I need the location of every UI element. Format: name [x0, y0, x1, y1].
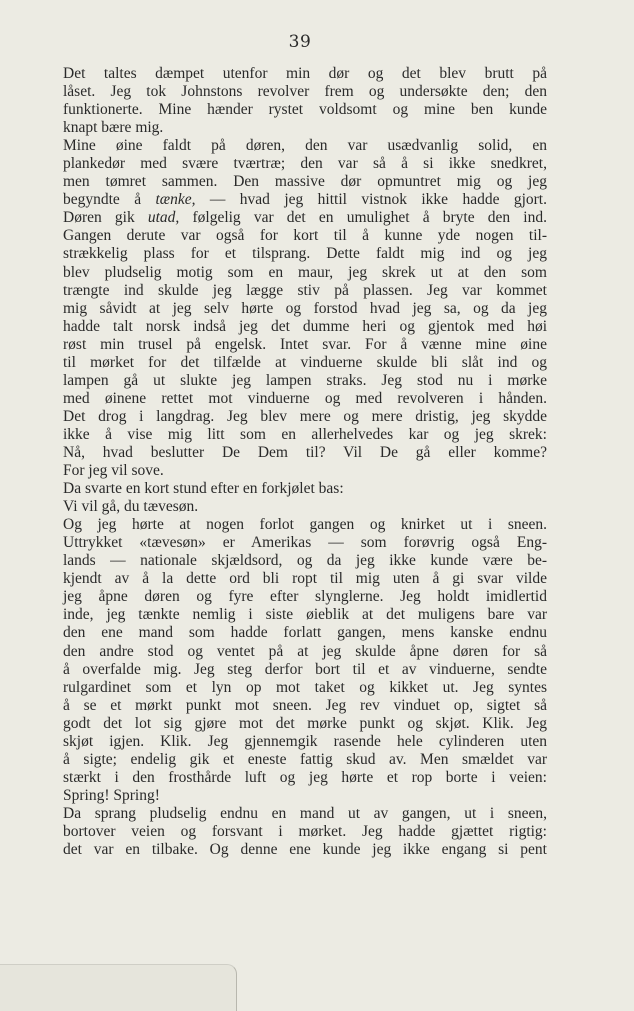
text-line: skjøt igjen. Klik. Jeg gjennemgik rasende hele cylinderen uten [63, 732, 547, 750]
body-text [63, 65, 547, 859]
text-line: men tømret sammen. Den massive dør opmuntret mig og jeg [63, 173, 547, 191]
text-line: Mine øine faldt på døren, den var usædvanlig solid, en [63, 137, 547, 155]
text-line: hadde talt norsk indså jeg det dumme heri og gjentok med høi [63, 317, 547, 335]
page-edge-tab [0, 964, 237, 1011]
text-line: inde, jeg tænkte nemlig i siste øieblik at det muligens bare var [63, 606, 547, 624]
text-line: til mørket for det tilfælde at vinduerne skulde bli slåt ind og [63, 353, 547, 371]
text-line: Døren gik utad, følgelig var det en umulighet å bryte den ind. [63, 209, 547, 227]
text-line: Da svarte en kort stund efter en forkjølet bas: [63, 480, 344, 498]
text-line: Nå, hvad beslutter De Dem til? Vil De gå eller komme? [63, 443, 547, 461]
text-line: lands — nationale skjældsord, og da jeg ikke kunde være be- [63, 552, 547, 570]
text-line: lampen gå ut slukte jeg lampen straks. Jeg stod nu i mørke [63, 371, 547, 389]
text-line: låset. Jeg tok Johnstons revolver frem og undersøkte den; den [63, 83, 547, 101]
text-line: å overfalde mig. Jeg steg derfor bort til et av vinduerne, sendte [63, 660, 547, 678]
text-line: det var en tilbake. Og denne ene kunde jeg ikke engang si pent [63, 841, 547, 859]
text-line: bortover veien og forsvant i mørket. Jeg hadde gjættet rigtig: [63, 822, 547, 840]
text-line: strækkelig plass for et tilsprang. Dette faldt mig ind og jeg [63, 245, 547, 263]
text-line: å sigte; endelig gik et eneste fattig skud av. Men smældet var [63, 750, 547, 768]
text-line: med øinene rettet mot vinduerne og med revolveren i hånden. [63, 389, 547, 407]
text-line: stærkt i den frosthårde luft og jeg hørte et rop borte i veien: [63, 768, 547, 786]
text-line: godt det lot sig gjøre mot det mørke punkt og skjøt. Klik. Jeg [63, 714, 547, 732]
text-line: Gangen derute var også for kort til å kunne yde nogen til- [63, 227, 547, 245]
text-line: den andre stod og ventet på at jeg skulde åpne døren for så [63, 642, 547, 660]
text-line: jeg åpne døren og fyre efter slynglerne. Jeg holdt imidlertid [63, 588, 547, 606]
page-number: 39 [288, 32, 312, 52]
text-line: rulgardinet som et lyn op mot taket og kikket ut. Jeg syntes [63, 678, 547, 696]
text-line: mig såvidt at jeg selv hørte og forstod hvad jeg sa, og da jeg [63, 299, 547, 317]
text-line: Spring! Spring! [63, 786, 160, 804]
text-line: røst min trusel på engelsk. Intet svar. For å vænne mine øine [63, 335, 547, 353]
text-line: kjendt av å la dette ord bli ropt til mig uten å gi svar vilde [63, 570, 547, 588]
text-line: Uttrykket «tævesøn» er Amerikas — som forøvrig også Eng- [63, 534, 547, 552]
text-line: Vi vil gå, du tævesøn. [63, 498, 199, 516]
text-line: funktionerte. Mine hænder rystet voldsomt og mine ben kunde [63, 101, 547, 119]
text-line: Da sprang pludselig endnu en mand ut av gangen, ut i sneen, [63, 804, 547, 822]
text-line: For jeg vil sove. [63, 462, 164, 480]
text-line: å se et mørkt punkt mot sneen. Jeg rev vinduet op, sigtet så [63, 696, 547, 714]
text-line: Det drog i langdrag. Jeg blev mere og mere dristig, jeg skydde [63, 407, 547, 425]
text-line: den ene mand som hadde forlatt gangen, mens kanske endnu [63, 624, 547, 642]
text-line: Det taltes dæmpet utenfor min dør og det blev brutt på [63, 65, 547, 82]
text-line: Og jeg hørte at nogen forlot gangen og knirket ut i sneen. [63, 516, 547, 534]
text-line: begyndte å tænke, — hvad jeg hittil vistnok ikke hadde gjort. [63, 191, 547, 209]
text-line: trængte ind skulde jeg lægge stiv på plassen. Jeg var kommet [63, 281, 547, 299]
text-line: ikke å vise mig litt som en allerhelvedes kar og jeg skrek: [63, 425, 547, 443]
text-line: knapt bære mig. [63, 119, 164, 137]
text-line: blev pludselig motig som en maur, jeg skrek ut at den som [63, 263, 547, 281]
text-line: plankedør med svære tværtræ; den var så å si ikke snedkret, [63, 155, 547, 173]
